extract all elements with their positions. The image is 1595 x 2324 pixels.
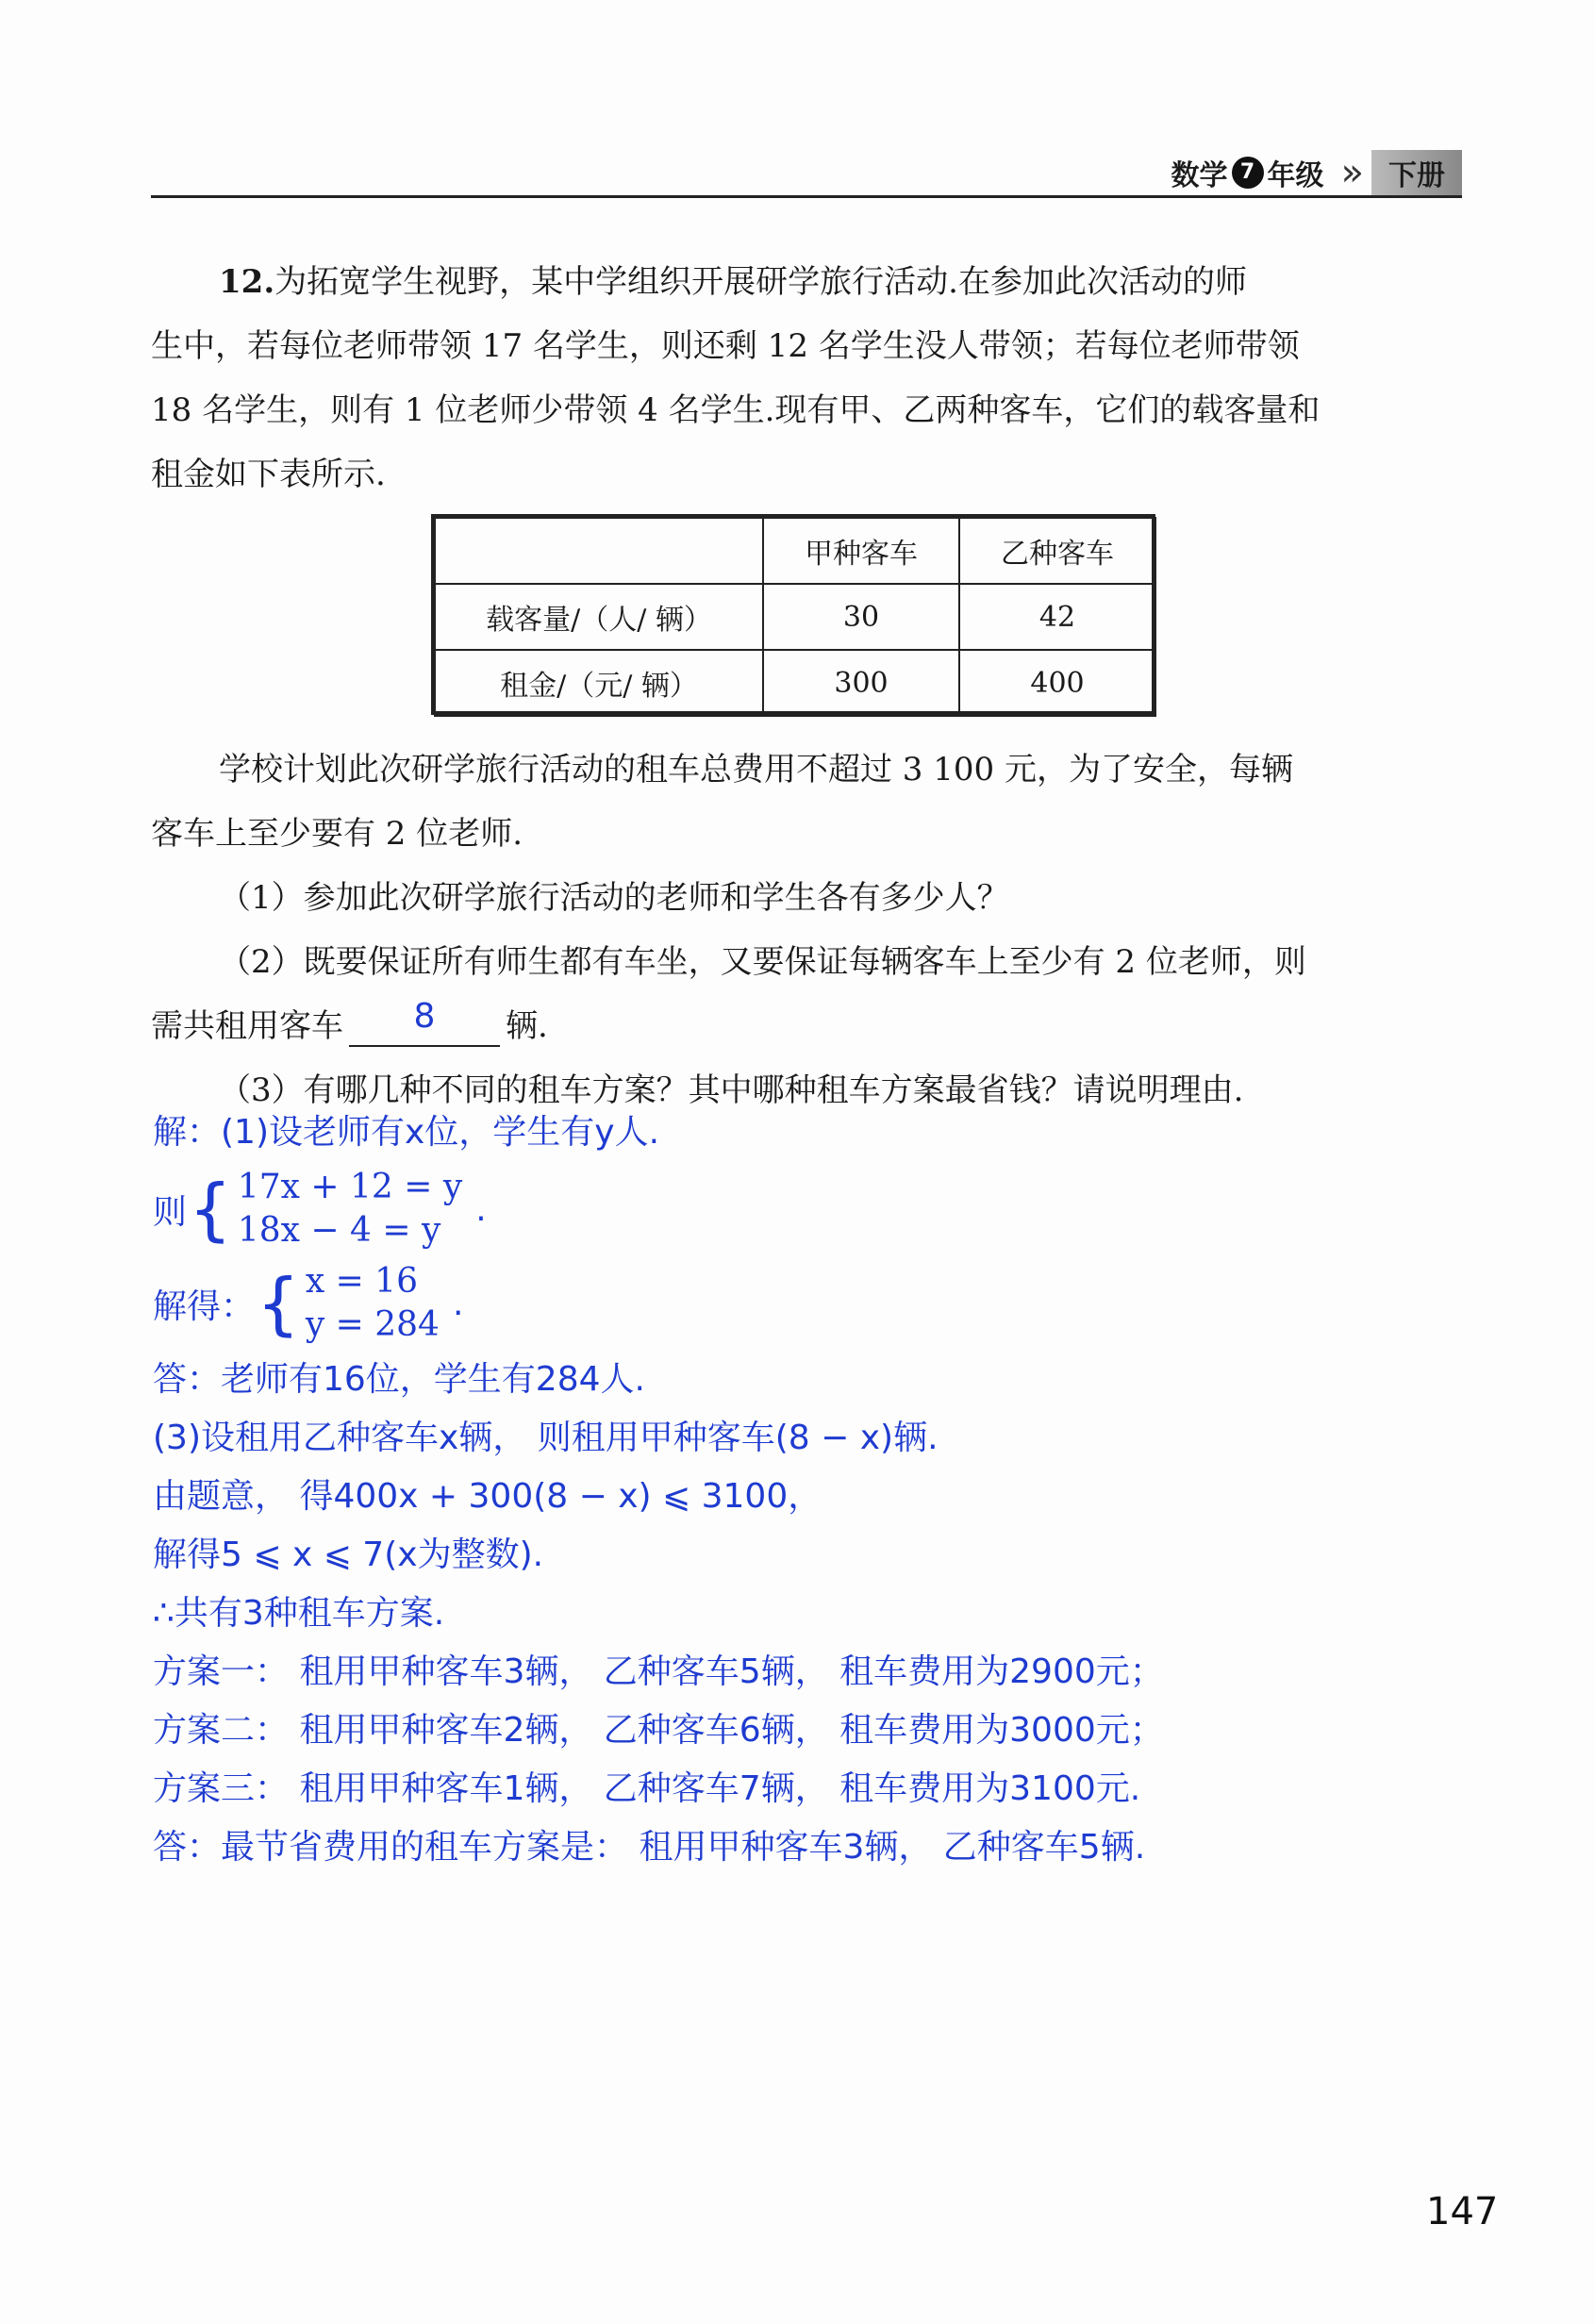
table-cell: [435, 518, 763, 584]
table-row: [435, 584, 1155, 650]
table-cell: 载客量/（人/ 辆）: [435, 584, 763, 650]
problem-line: 生中，若每位老师带领 17 名学生，则还剩 12 名学生没人带领；若每位老师带领: [151, 327, 1300, 365]
equation: x = 16: [305, 1262, 418, 1301]
system-end: .: [475, 1189, 487, 1229]
system-prefix: 则: [153, 1192, 188, 1232]
table-cell: 租金/（元/ 辆）: [435, 650, 763, 716]
equation-system: [255, 1260, 440, 1347]
grade-label: 年级: [1267, 159, 1324, 192]
problem-line: 租金如下表所示.: [151, 456, 386, 493]
equation-system: [187, 1166, 462, 1253]
solution-answer: 答：最节省费用的租车方案是： 租用甲种客车3辆， 乙种客车5辆.: [153, 1828, 1146, 1867]
table-row: [435, 650, 1155, 716]
solution-line: 解：(1)设老师有x位，学生有y人.: [153, 1113, 660, 1152]
problem-line: 18 名学生，则有 1 位老师少带领 4 名学生.现有甲、乙两种客车，它们的载客量和: [151, 391, 1321, 429]
equation-rows: [306, 1260, 440, 1347]
system-end: .: [452, 1284, 464, 1323]
system-prefix: 解得：: [153, 1286, 256, 1326]
equation: 17x + 12 = y: [237, 1168, 463, 1206]
solution-line: ∴共有3种租车方案.: [153, 1594, 445, 1633]
table-header-row: [435, 518, 1155, 584]
equation: y = 284: [305, 1305, 440, 1344]
conditions-and-questions: [151, 738, 1462, 1122]
plan-line: 方案一： 租用甲种客车3辆， 乙种客车5辆， 租车费用为2900元；: [153, 1652, 1164, 1691]
header-rule: [151, 195, 1462, 198]
question-1: （1）参加此次研学旅行活动的老师和学生各有多少人？: [219, 879, 1009, 917]
equation-system-2: [153, 1256, 1464, 1351]
volume-label: 下册: [1371, 150, 1462, 195]
problem-statement: [151, 250, 1462, 506]
table-cell: 乙种客车: [959, 518, 1155, 584]
equation: 18x − 4 = y: [237, 1211, 441, 1250]
problem-text: 为拓宽学生视野，某中学组织开展研学旅行活动.在参加此次活动的师: [274, 263, 1247, 301]
grade-badge: 7: [1232, 157, 1264, 189]
equation-system-1: [153, 1162, 1464, 1256]
table-cell: 甲种客车: [763, 518, 959, 584]
left-brace-icon: {: [189, 1170, 232, 1249]
answer-blank[interactable]: [349, 997, 500, 1047]
solution-line: 由题意， 得400x + 300(8 − x) ⩽ 3100，: [153, 1477, 822, 1516]
problem-number: 12.: [219, 263, 275, 301]
plan-line: 方案三： 租用甲种客车1辆， 乙种客车7辆， 租车费用为3100元.: [153, 1769, 1141, 1808]
question-2-continued: [151, 994, 1462, 1058]
answer-blank-value: 8: [413, 997, 436, 1036]
double-chevron-icon: »: [1340, 151, 1354, 194]
question-2-prefix: 需共租用客车: [151, 1007, 343, 1045]
left-brace-icon: {: [257, 1264, 300, 1343]
solution-line: 解得5 ⩽ x ⩽ 7(x为整数).: [153, 1536, 544, 1574]
question-2-suffix: 辆.: [506, 1007, 548, 1045]
solution-line: (3)设租用乙种客车x辆， 则租用甲种客车(8 − x)辆.: [153, 1419, 939, 1457]
table-cell: 30: [763, 584, 959, 650]
bus-table: [434, 517, 1156, 717]
page-number: 147: [1426, 2190, 1499, 2233]
table-cell: 42: [959, 584, 1155, 650]
plan-line: 方案二： 租用甲种客车2辆， 乙种客车6辆， 租车费用为3000元；: [153, 1711, 1164, 1750]
solution-line: 答：老师有16位，学生有284人.: [153, 1360, 645, 1399]
question-2: （2）既要保证所有师生都有车坐，又要保证每辆客车上至少有 2 位老师，则: [219, 943, 1306, 981]
page-header: [151, 141, 1462, 198]
condition-line: 学校计划此次研学旅行活动的租车总费用不超过 3 100 元，为了安全，每辆: [219, 751, 1293, 788]
header-title-group: [1171, 151, 1462, 194]
subject-label: 数学: [1171, 159, 1228, 192]
solution-block: [153, 1104, 1464, 1877]
condition-line: 客车上至少要有 2 位老师.: [151, 815, 523, 853]
problem-line: [151, 250, 1462, 314]
question-3: （3）有哪几种不同的租车方案？其中哪种租车方案最省钱？请说明理由.: [219, 1071, 1244, 1109]
table-cell: 400: [959, 650, 1155, 716]
table-cell: 300: [763, 650, 959, 716]
equation-rows: [238, 1166, 462, 1253]
